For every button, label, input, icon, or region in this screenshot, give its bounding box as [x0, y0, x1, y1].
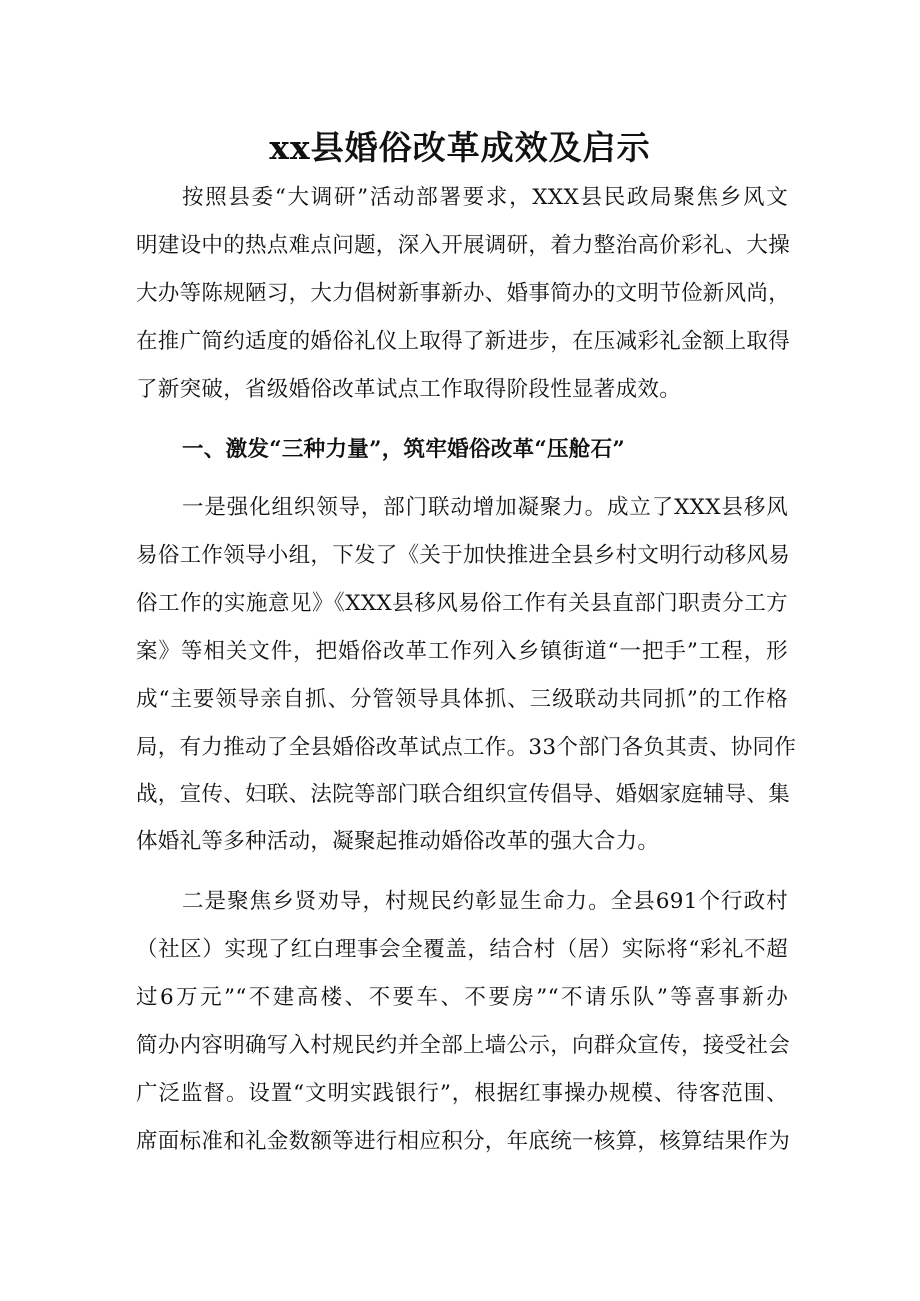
document-title: xx县婚俗改革成效及启示: [269, 128, 651, 167]
paragraph-1-line-1: 按照县委“大调研”活动部署要求，XXX县民政局聚焦乡风文: [182, 185, 788, 210]
paragraph-2-line-2: 易俗工作领导小组，下发了《关于加快推进全县乡村文明行动移风易: [136, 543, 791, 568]
paragraph-2-line-5: 成“主要领导亲自抓、分管领导具体抓、三级联动共同抓”的工作格: [136, 687, 788, 712]
paragraph-1-line-4: 在推广简约适度的婚俗礼仪上取得了新进步，在压减彩礼金额上取得: [136, 329, 791, 354]
paragraph-3-line-5: 广泛监督。设置“文明实践银行”，根据红事操办规模、待客范围、: [136, 1081, 788, 1106]
section-heading: 一、激发“三种力量”，筑牢婚俗改革“压舱石”: [182, 437, 626, 462]
paragraph-3-line-3: 过6万元”“不建高楼、不要车、不要房”“不请乐队”等喜事新办: [136, 985, 788, 1010]
paragraph-3-line-6: 席面标准和礼金数额等进行相应积分，年底统一核算，核算结果作为: [136, 1129, 791, 1154]
paragraph-2-line-6: 局，有力推动了全县婚俗改革试点工作。33个部门各负其责、协同作: [136, 735, 797, 760]
paragraph-1-line-2: 明建设中的热点难点问题，深入开展调研，着力整治高价彩礼、大操: [136, 233, 791, 258]
paragraph-2-line-8: 体婚礼等多种活动，凝聚起推动婚俗改革的强大合力。: [136, 829, 660, 854]
paragraph-2-line-4: 案》等相关文件，把婚俗改革工作列入乡镇街道“一把手”工程，形: [136, 639, 788, 664]
paragraph-2-line-7: 战，宣传、妇联、法院等部门联合组织宣传倡导、婚姻家庭辅导、集: [136, 782, 791, 807]
paragraph-2-line-3: 俗工作的实施意见》《XXX县移风易俗工作有关县直部门职责分工方: [136, 591, 788, 616]
paragraph-1-line-5: 了新突破，省级婚俗改革试点工作取得阶段性显著成效。: [136, 377, 682, 402]
paragraph-3-line-2: （社区）实现了红白理事会全覆盖，结合村（居）实际将“彩礼不超: [136, 937, 788, 962]
paragraph-3-line-4: 简办内容明确写入村规民约并全部上墙公示，向群众宣传，接受社会: [136, 1033, 791, 1058]
paragraph-3-line-1: 二是聚焦乡贤劝导，村规民约彰显生命力。全县691个行政村: [182, 889, 788, 914]
paragraph-1-line-3: 大办等陈规陋习，大力倡树新事新办、婚事简办的文明节俭新风尚，: [136, 281, 791, 306]
paragraph-2-line-1: 一是强化组织领导，部门联动增加凝聚力。成立了XXX县移风: [182, 495, 788, 520]
